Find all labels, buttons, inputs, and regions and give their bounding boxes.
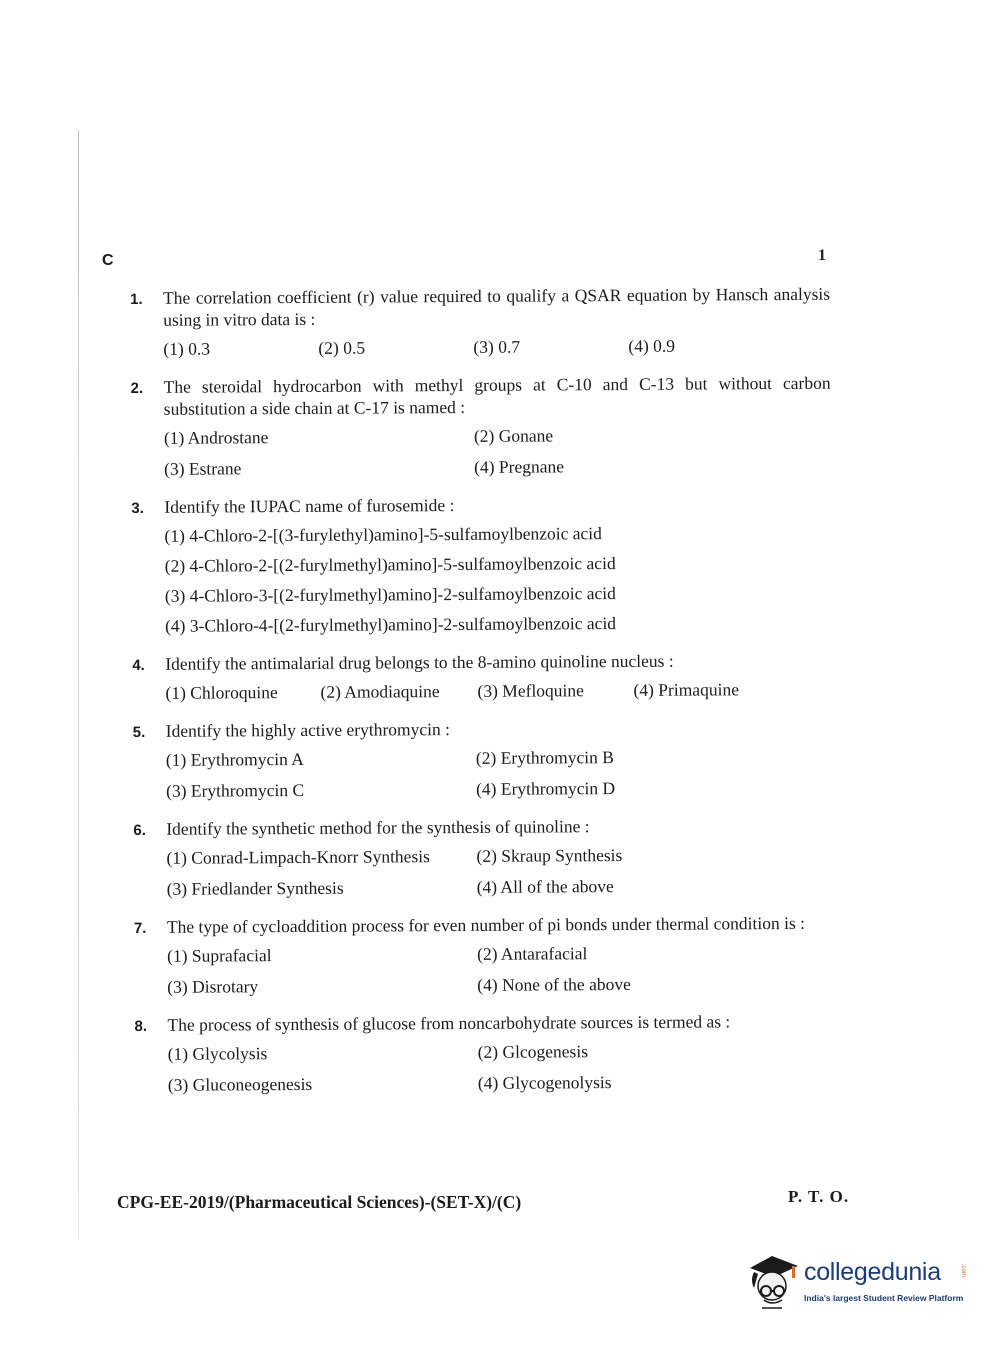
option-2: (2) Gonane xyxy=(473,425,554,446)
option-4: (4) All of the above xyxy=(476,876,614,897)
option-1: (1) Conrad-Limpach-Knorr Synthesis xyxy=(166,846,430,868)
option-4: (4) Erythromycin D xyxy=(476,778,616,799)
question-text: The correlation coefficient (r) value required to qualify a QSAR equation by Hansch analysis using in vitro data is : xyxy=(163,283,831,330)
question-number: 2. xyxy=(130,379,144,397)
question-number: 6. xyxy=(133,821,146,839)
mascot-icon xyxy=(742,1250,802,1312)
options xyxy=(164,423,831,480)
logo-wordmark: collegedunia xyxy=(804,1258,941,1286)
question-5 xyxy=(133,716,833,802)
options xyxy=(166,745,833,802)
option-2: (2) 4-Chloro-2-[(2-furylmethyl)amino]-5-sulfamoylbenzoic acid xyxy=(164,553,616,576)
option-1: (1) Androstane xyxy=(163,427,269,448)
option-4: (4) Primaquine xyxy=(633,679,739,700)
option-1: (1) Glycolysis xyxy=(167,1043,268,1064)
option-1: (1) 4-Chloro-2-[(3-furylethyl)amino]-5-sulfamoylbenzoic acid xyxy=(164,523,602,546)
question-number: 4. xyxy=(132,656,145,674)
option-4: (4) 0.9 xyxy=(628,335,676,356)
question-number: 8. xyxy=(134,1017,148,1035)
question-text: The process of synthesis of glucose from noncarbohydrate sources is termed as : xyxy=(167,1011,731,1035)
question-7 xyxy=(134,912,834,998)
question-4 xyxy=(132,649,832,704)
option-1: (1) 0.3 xyxy=(163,338,211,359)
question-6 xyxy=(133,814,833,900)
option-4: (4) Glycogenolysis xyxy=(477,1072,612,1093)
logo-suffix: .com xyxy=(960,1264,966,1278)
options xyxy=(164,521,832,637)
option-3: (3) 0.7 xyxy=(473,336,521,357)
scan-edge-line xyxy=(78,130,79,1240)
question-number: 5. xyxy=(132,723,146,741)
option-2: (2) Skraup Synthesis xyxy=(476,845,623,866)
option-1: (1) Erythromycin A xyxy=(165,748,304,770)
question-1 xyxy=(130,283,830,360)
logo-tagline: India's largest Student Review Platform xyxy=(804,1293,964,1303)
question-text: Identify the highly active erythromycin : xyxy=(165,719,451,741)
collegedunia-logo[interactable] xyxy=(742,1250,972,1312)
question-3 xyxy=(131,492,832,637)
question-8 xyxy=(134,1010,834,1096)
question-text: The type of cycloaddition process for even number of pi bonds under thermal condition is : xyxy=(166,912,806,937)
options xyxy=(165,678,832,704)
question-number: 3. xyxy=(131,499,144,517)
option-2: (2) Glcogenesis xyxy=(477,1041,589,1062)
question-number: 7. xyxy=(133,919,147,937)
option-4: (4) Pregnane xyxy=(474,456,565,477)
option-4: (4) 3-Chloro-4-[(2-furylmethyl)amino]-2-sulfamoylbenzoic acid xyxy=(165,613,617,636)
question-2 xyxy=(131,372,832,480)
options xyxy=(167,941,834,998)
option-3: (3) Estrane xyxy=(164,458,242,479)
options xyxy=(168,1039,835,1096)
question-text: Identify the synthetic method for the synthesis of quinoline : xyxy=(166,816,590,839)
question-list xyxy=(130,283,835,1112)
pto-label: P. T. O. xyxy=(788,1187,850,1206)
options xyxy=(163,334,830,360)
option-3: (3) Erythromycin C xyxy=(166,779,305,801)
option-3: (3) Friedlander Synthesis xyxy=(166,877,344,899)
page-number: 1 xyxy=(818,247,826,264)
option-2: (2) Amodiaquine xyxy=(320,681,440,702)
option-3: (3) Gluconeogenesis xyxy=(167,1073,313,1095)
option-2: (2) Antarafacial xyxy=(477,943,588,964)
option-3: (3) 4-Chloro-3-[(2-furylmethyl)amino]-2-sulfamoylbenzoic acid xyxy=(164,583,616,606)
option-1: (1) Suprafacial xyxy=(167,945,272,966)
options xyxy=(166,843,833,900)
paper-code: CPG-EE-2019/(Pharmaceutical Sciences)-(SET-X)/(C) xyxy=(117,1192,522,1212)
question-text: Identify the antimalarial drug belongs to the 8-amino quinoline nucleus : xyxy=(165,650,674,674)
option-2: (2) Erythromycin B xyxy=(475,747,614,768)
option-3: (3) Mefloquine xyxy=(477,680,584,701)
option-3: (3) Disrotary xyxy=(167,976,259,997)
option-2: (2) 0.5 xyxy=(318,337,366,358)
option-1: (1) Chloroquine xyxy=(165,682,278,703)
option-4: (4) None of the above xyxy=(477,973,631,995)
set-letter: C xyxy=(102,252,114,269)
question-number: 1. xyxy=(130,290,143,308)
question-text: Identify the IUPAC name of furosemide : xyxy=(164,495,455,517)
question-text: The steroidal hydrocarbon with methyl groups at C-10 and C-13 but without carbon substitution a side chain at C-17 is named : xyxy=(163,372,831,419)
